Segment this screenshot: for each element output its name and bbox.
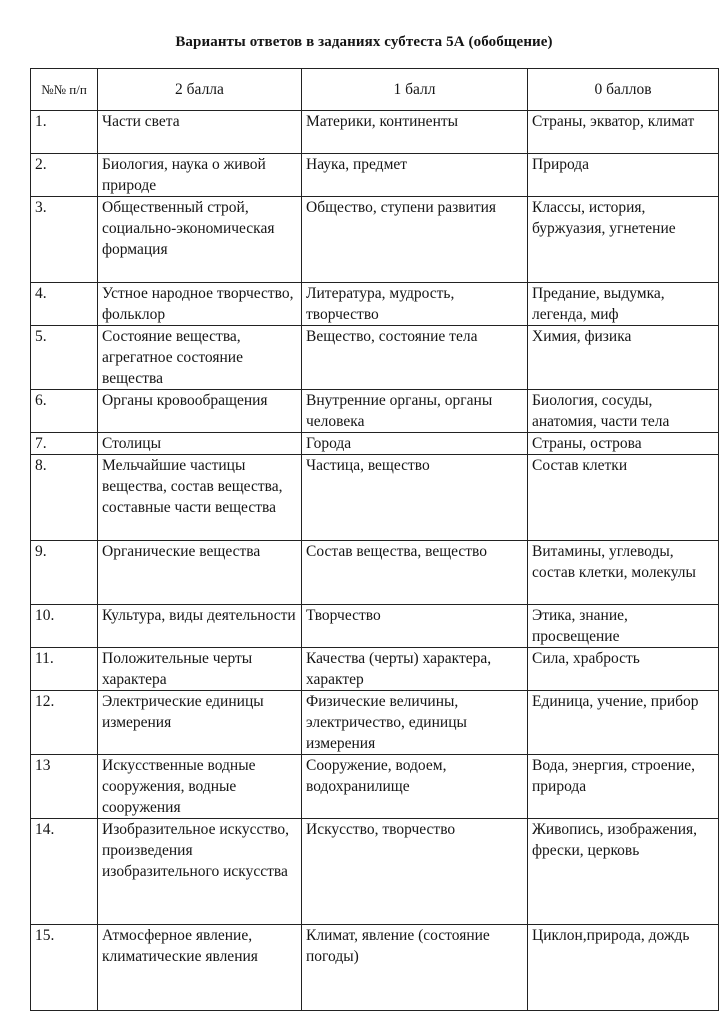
answer-one-point: Сооружение, водоем, водохранилище [302,755,528,819]
row-number: 3. [31,197,98,283]
row-number: 13 [31,755,98,819]
table-row [31,390,719,433]
answer-zero-points: Циклон,природа, дождь [528,925,719,1011]
row-number: 7. [31,433,98,455]
answer-zero-points: Страны, экватор, климат [528,111,719,154]
table-row [31,433,719,455]
row-number: 15. [31,925,98,1011]
header-number: №№ п/п [31,69,98,111]
answer-zero-points: Предание, выдумка, легенда, миф [528,283,719,326]
header-one-point: 1 балл [302,69,528,111]
answer-one-point: Искусство, творчество [302,819,528,925]
row-number: 1. [31,111,98,154]
row-number: 10. [31,605,98,648]
answer-one-point: Физические величины, электричество, единицы измерения [302,691,528,755]
row-number: 11. [31,648,98,691]
row-number: 8. [31,455,98,541]
answer-zero-points: Классы, история, буржуазия, угнетение [528,197,719,283]
row-number: 14. [31,819,98,925]
answer-one-point: Творчество [302,605,528,648]
answer-one-point: Качества (черты) характера, характер [302,648,528,691]
row-number: 12. [31,691,98,755]
answer-one-point: Климат, явление (состояние погоды) [302,925,528,1011]
table-row [31,755,719,819]
answer-two-points: Электрические единицы измерения [98,691,302,755]
table-row [31,648,719,691]
answer-zero-points: Химия, физика [528,326,719,390]
table-row [31,541,719,605]
answer-two-points: Столицы [98,433,302,455]
answer-one-point: Общество, ступени развития [302,197,528,283]
answer-two-points: Органы кровообращения [98,390,302,433]
answer-one-point: Наука, предмет [302,154,528,197]
answer-one-point: Состав вещества, вещество [302,541,528,605]
answer-zero-points: Сила, храбрость [528,648,719,691]
table-header-row [31,69,719,111]
answer-one-point: Частица, вещество [302,455,528,541]
table-row [31,819,719,925]
table-row [31,197,719,283]
answer-two-points: Мельчайшие частицы вещества, состав вещества, составные части вещества [98,455,302,541]
table-row [31,691,719,755]
table-row [31,283,719,326]
table-row [31,111,719,154]
answers-table [30,68,719,1011]
header-zero-points: 0 баллов [528,69,719,111]
answer-one-point: Города [302,433,528,455]
answer-two-points: Атмосферное явление, климатические явления [98,925,302,1011]
answer-two-points: Состояние вещества, агрегатное состояние вещества [98,326,302,390]
answer-two-points: Искусственные водные сооружения, водные сооружения [98,755,302,819]
table-row [31,154,719,197]
answer-two-points: Положительные черты характера [98,648,302,691]
row-number: 2. [31,154,98,197]
answer-two-points: Общественный строй, социально-экономическая формация [98,197,302,283]
answer-zero-points: Витамины, углеводы, состав клетки, молекулы [528,541,719,605]
table-row [31,455,719,541]
answer-zero-points: Единица, учение, прибор [528,691,719,755]
row-number: 4. [31,283,98,326]
answer-zero-points: Страны, острова [528,433,719,455]
page-title: Варианты ответов в заданиях субтеста 5А (обобщение) [175,34,553,50]
table-row [31,605,719,648]
answer-zero-points: Вода, энергия, строение, природа [528,755,719,819]
answer-one-point: Внутренние органы, органы человека [302,390,528,433]
row-number: 6. [31,390,98,433]
answer-two-points: Культура, виды деятельности [98,605,302,648]
answer-two-points: Устное народное творчество, фольклор [98,283,302,326]
table-row [31,925,719,1011]
row-number: 9. [31,541,98,605]
answer-one-point: Литература, мудрость, творчество [302,283,528,326]
answer-zero-points: Природа [528,154,719,197]
answer-two-points: Изобразительное искусство, произведения изобразительного искусства [98,819,302,925]
answer-zero-points: Биология, сосуды, анатомия, части тела [528,390,719,433]
answer-one-point: Вещество, состояние тела [302,326,528,390]
answer-zero-points: Этика, знание, просвещение [528,605,719,648]
answer-two-points: Части света [98,111,302,154]
answer-one-point: Материки, континенты [302,111,528,154]
answer-two-points: Органические вещества [98,541,302,605]
table-row [31,326,719,390]
answer-zero-points: Живопись, изображения, фрески, церковь [528,819,719,925]
header-two-points: 2 балла [98,69,302,111]
answer-zero-points: Состав клетки [528,455,719,541]
row-number: 5. [31,326,98,390]
answer-two-points: Биология, наука о живой природе [98,154,302,197]
